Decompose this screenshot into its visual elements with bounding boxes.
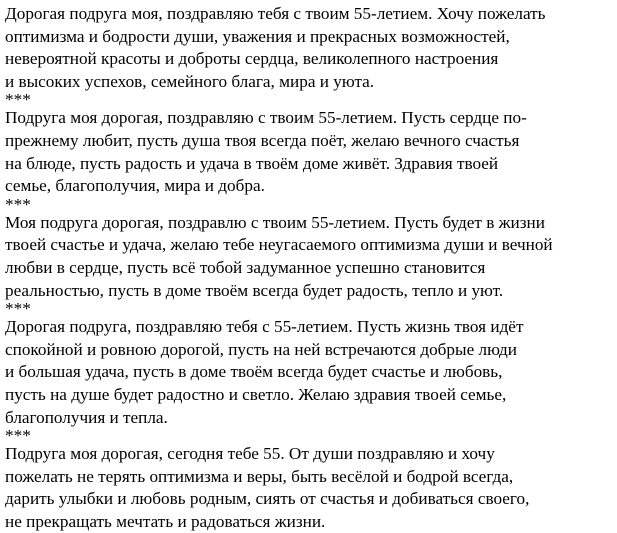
paragraph-line: и большая удача, пусть в доме твоём всегда будет счастье и любовь, [5, 362, 503, 382]
paragraph-line: Моя подруга дорогая, поздравлю с твоим 55-летием. Пусть будет в жизни [5, 212, 545, 232]
paragraph-line: прежнему любит, пусть душа твоя всегда поёт, желаю вечного счастья [5, 130, 520, 150]
paragraph-line: на блюде, пусть радость и удача в твоём доме живёт. Здравия твоей [5, 153, 499, 173]
paragraph-line: Дорогая подруга, поздравляю тебя с 55-летием. Пусть жизнь твоя идёт [5, 317, 524, 337]
paragraph-line: Дорогая подруга моя, поздравляю тебя с твоим 55-летием. Хочу пожелать [5, 4, 546, 23]
paragraph [5, 316, 617, 429]
paragraph-line: Подруга моя дорогая, поздравляю с твоим 55-летием. Пусть сердце по- [5, 108, 527, 128]
paragraph-line: пусть на душе будет радостно и светло. Желаю здравия твоей семье, [5, 384, 507, 404]
paragraph-line: твоей счастье и удача, желаю тебе неугасаемого оптимизма души и вечной [5, 235, 553, 255]
paragraph-line: семье, благополучия, мира и добра. [5, 176, 265, 196]
separator: *** [5, 90, 31, 110]
paragraph-line: не прекращать мечтать и радоваться жизни. [5, 511, 326, 531]
paragraph [5, 443, 617, 533]
paragraph [5, 107, 617, 197]
paragraph-line: дарить улыбки и любовь родным, сиять от счастья и добиваться своего, [5, 489, 530, 509]
separator: *** [5, 299, 31, 319]
paragraph-line: любви в сердце, пусть всё тобой задуманное успешно становится [5, 257, 486, 277]
paragraph-line: и высоких успехов, семейного блага, мира и уюта. [5, 71, 375, 91]
paragraph-line: спокойной и ровною дорогой, пусть на ней встречаются добрые люди [5, 339, 517, 359]
paragraph-line: пожелать не терять оптимизма и веры, быть весёлой и бодрой всегда, [5, 466, 514, 486]
paragraph-line: реальностью, пусть в доме твоём всегда будет радость, тепло и уют. [5, 280, 504, 300]
paragraph-line: оптимизма и бодрости души, уважения и прекрасных возможностей, [5, 26, 510, 46]
separator: *** [5, 426, 31, 446]
paragraph-line: невероятной красоты и доброты сердца, великолепного настроения [5, 49, 499, 69]
paragraph [5, 212, 617, 302]
paragraph-line: благополучия и тепла. [5, 407, 168, 427]
paragraph-line: Подруга моя дорогая, сегодня тебе 55. От души поздравляю и хочу [5, 444, 495, 464]
paragraph [5, 3, 617, 93]
separator: *** [5, 194, 31, 214]
